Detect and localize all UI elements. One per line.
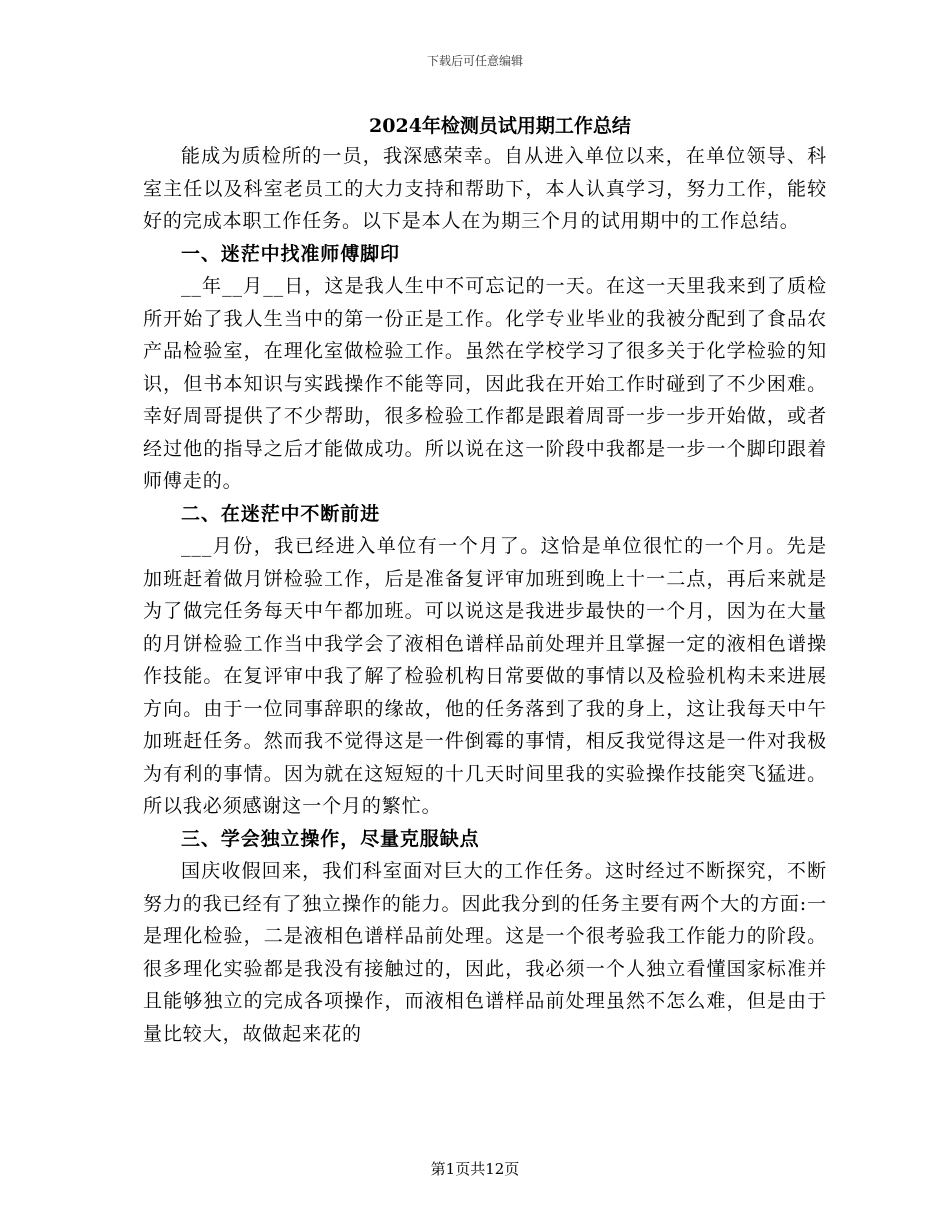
section-2-paragraph: ___月份，我已经进入单位有一个月了。这恰是单位很忙的一个月。先是加班赶着做月饼检验工作，后是准备复评审加班到晚上十一二点，再后来就是为了做完任务每天中午都加班。可以说这是我进步最快的一个月，因为在大量的月饼检验工作当中我学会了液相色谱样品前处理并且掌握一定的液相色谱操作技能。在复评审中我了解了检验机构日常要做的事情以及检验机构未来进展方向。由于一位同事辞职的缘故，他的任务落到了我的身上，这让我每天中午加班赶任务。然而我不觉得这是一件倒霉的事情，相反我觉得这是一件对我极为有利的事情。因为就在这短短的十几天时间里我的实验操作技能突飞猛进。所以我必须感谢这一个月的繁忙。: [143, 535, 827, 817]
intro-paragraph: 能成为质检所的一员，我深感荣幸。自从进入单位以来，在单位领导、科室主任以及科室老员工的大力支持和帮助下，本人认真学习，努力工作，能较好的完成本职工作任务。以下是本人在为期三个月的试用期中的工作总结。: [143, 145, 827, 232]
page-footer: 第1页共12页: [430, 1160, 520, 1178]
section-3-paragraph: 国庆收假回来，我们科室面对巨大的工作任务。这时经过不断探究，不断努力的我已经有了独立操作的能力。因此我分到的任务主要有两个大的方面:一是理化检验，二是液相色谱样品前处理。这是一个很考验我工作能力的阶段。很多理化实验都是我没有接触过的，因此，我必须一个人独立看懂国家标准并且能够独立的完成各项操作，而液相色谱样品前处理虽然不怎么难，但是由于量比较大，故做起来花的: [143, 860, 827, 1045]
document-body: [143, 112, 827, 1050]
page-header: 下载后可任意编辑: [426, 54, 523, 68]
section-3-heading: 三、学会独立操作，尽量克服缺点: [181, 827, 480, 850]
document-title: 2024年检测员试用期工作总结: [369, 115, 631, 137]
section-2-heading: 二、在迷茫中不断前进: [181, 502, 381, 525]
section-1-heading: 一、迷茫中找准师傅脚印: [181, 242, 400, 265]
section-1-paragraph: __年__月__日，这是我人生中不可忘记的一天。在这一天里我来到了质检所开始了我人生当中的第一份正是工作。化学专业毕业的我被分配到了食品农产品检验室，在理化室做检验工作。虽然在学校学习了很多关于化学检验的知识，但书本知识与实践操作不能等同，因此我在开始工作时碰到了不少困难。幸好周哥提供了不少帮助，很多检验工作都是跟着周哥一步一步开始做，或者经过他的指导之后才能做成功。所以说在这一阶段中我都是一步一个脚印跟着师傅走的。: [143, 275, 827, 492]
